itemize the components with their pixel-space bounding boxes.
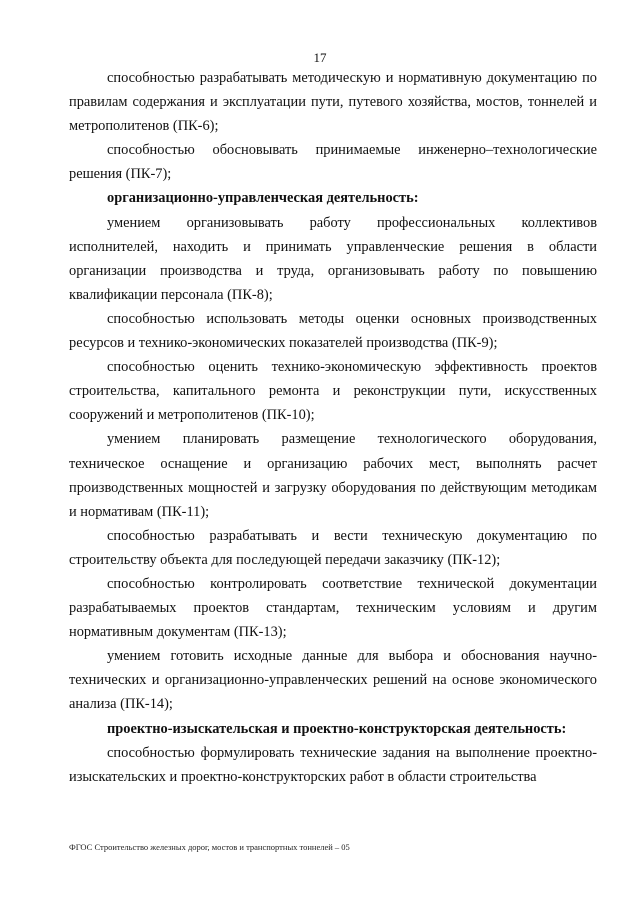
page-footer: ФГОС Строительство железных дорог, мостов и транспортных тоннелей – 05 (69, 842, 350, 852)
paragraph-pk12: способностью разрабатывать и вести техническую документацию по строительству объекта для последующей передачи заказчику (ПК-12); (69, 527, 597, 568)
paragraph-pk9: способностью использовать методы оценки основных производственных ресурсов и технико-экономических показателей производства (ПК-9); (69, 310, 597, 352)
section-heading-design: проектно-изыскательская и проектно-конструкторская деятельность: (107, 720, 567, 737)
paragraph-pk10: способностью оценить технико-экономическую эффективность проектов строительства, капитального ремонта и реконструкции пути, искусственных сооружений и метрополитенов (ПК-10); (69, 359, 597, 424)
page-number: 17 (313, 50, 327, 65)
paragraph-pk11: умением планировать размещение технологического оборудования, техническое оснащение и организацию рабочих мест, выполнять расчет производственных мощностей и загрузку оборудования по действующим методикам и нормативам (ПК-11); (69, 431, 597, 520)
paragraph-pk13: способностью контролировать соответствие технической документации разрабатываемых проектов стандартам, техническим условиям и другим нормативным документам (ПК-13); (69, 575, 597, 641)
paragraph-pk8: умением организовывать работу профессиональных коллективов исполнителей, находить и принимать управленческие решения в области организации производства и труда, организовывать работу по повышению квалификации персонала (ПК-8); (69, 214, 597, 303)
paragraph-pk6: способностью разрабатывать методическую и нормативную документацию по правилам содержания и эксплуатации пути, путевого хозяйства, мостов, тоннелей и метрополитенов (ПК-6); (69, 70, 597, 135)
paragraph-pk7: способностью обосновывать принимаемые инженерно–технологические решения (ПК-7); (69, 142, 597, 183)
paragraph-pk14: умением готовить исходные данные для выбора и обоснования научно-технических и организационно-управленческих решений на основе экономического анализа (ПК-14); (69, 648, 597, 713)
section-heading-organizational: организационно-управленческая деятельность: (107, 190, 419, 207)
body-text (69, 66, 597, 789)
paragraph-technical-tasks: способностью формулировать технические задания на выполнение проектно-изыскательских и проектно-конструкторских работ в области строительства (69, 744, 597, 785)
